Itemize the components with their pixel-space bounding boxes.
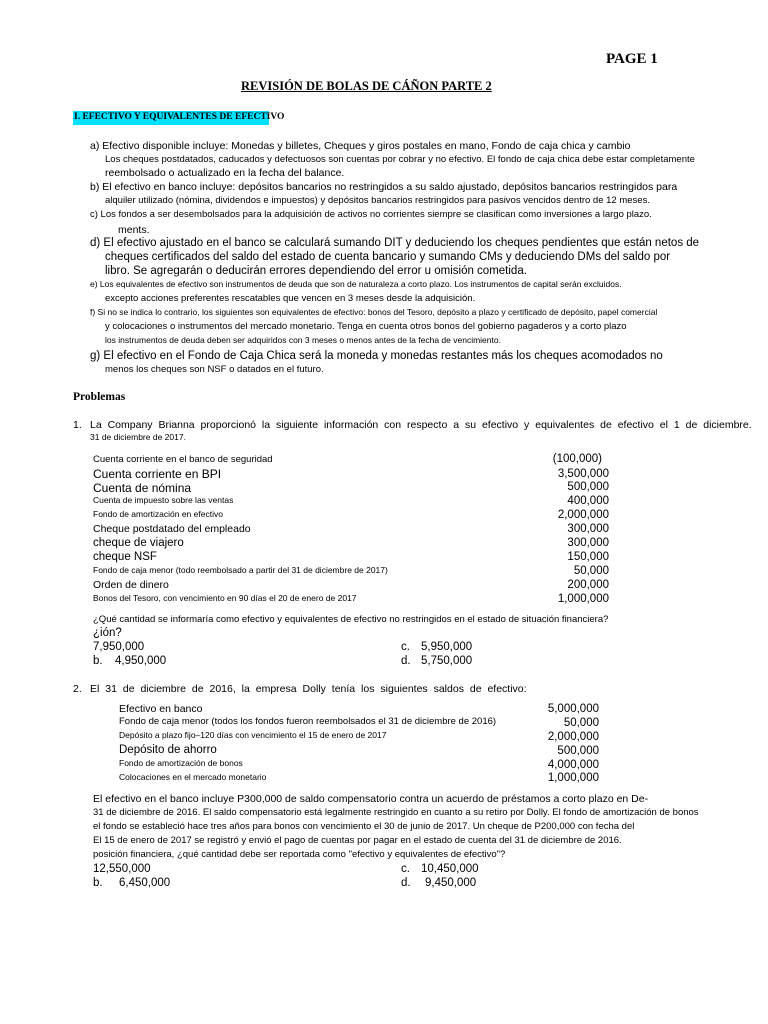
review-line: reembolsado o actualizado en la fecha del balance. [105, 167, 345, 179]
review-line: alquiler utilizado (nómina, dividendos e impuestos) y depósitos bancarios restringidos para pasivos vencidos dentro de 12 meses. [105, 195, 650, 206]
p2-item-amount: 50,000 [563, 717, 599, 729]
p2-item-label: Depósito a plazo fijo–120 días con vencimiento el 15 de enero de 2017 [119, 730, 387, 740]
p2-choice-b: 6,450,000 [119, 877, 171, 889]
p1-item-amount: 3,500,000 [557, 468, 609, 480]
p1-item-label: cheque NSF [93, 551, 157, 563]
p2-paragraph-line: 31 de diciembre de 2016. El saldo compensatorio está legalmente restringido en cuanto a su retiro por Dolly. El fondo de amortización de bonos [93, 807, 699, 818]
p2-choice-d-label: d. [401, 877, 411, 889]
review-line: ments. [118, 224, 150, 236]
p2-choice-c-label: c. [401, 863, 410, 875]
p1-item-amount: 1,000,000 [557, 593, 609, 605]
p1-item-label: Bonos del Tesoro, con vencimiento en 90 días el 20 de enero de 2017 [93, 593, 357, 603]
review-item-d: d) El efectivo ajustado en el banco se calculará sumando DIT y deduciendo los cheques pendientes que están netos de [90, 237, 700, 249]
review-item-g: g) El efectivo en el Fondo de Caja Chica será la moneda y monedas restantes más los cheques acomodados no [90, 350, 663, 362]
p1-item-amount: 50,000 [573, 565, 609, 577]
problem-2-number: 2. [73, 683, 82, 695]
p1-choice-d: 5,750,000 [421, 655, 473, 667]
problem-1-number: 1. [73, 419, 82, 431]
p1-item-label: Cheque postdatado del empleado [93, 523, 251, 535]
p1-item-amount: 400,000 [567, 495, 609, 507]
review-item-e: e) Los equivalentes de efectivo son instrumentos de deuda que son de naturaleza a corto plazo. Los instrumentos de capital serán excluidos. [90, 279, 622, 289]
p2-item-amount: 1,000,000 [547, 772, 599, 784]
p1-choice-b-label: b. [93, 655, 103, 667]
p1-item-amount: (100,000) [552, 453, 602, 465]
p2-choice-a: 12,550,000 [93, 863, 151, 875]
review-item-b: b) El efectivo en banco incluye: depósitos bancarios no restringidos a su saldo ajustado, depósitos bancarios restringidos para [90, 181, 678, 193]
p2-paragraph-line: el fondo se estableció hace tres años para bonos con vencimiento el 30 de junio de 2017. Un cheque de P200,000 con fecha del [93, 821, 635, 832]
p1-item-label: Orden de dinero [93, 579, 169, 591]
problem-1-question-tail: ¿ión? [93, 627, 122, 639]
p1-item-label: Cuenta corriente en BPI [93, 467, 222, 481]
p2-paragraph-line: El efectivo en el banco incluye P300,000 de saldo compensatorio contra un acuerdo de préstamos a corto plazo en De- [93, 793, 649, 805]
review-line: Los cheques postdatados, caducados y defectuosos son cuentas por cobrar y no efectivo. El fondo de caja chica debe estar completamente [105, 154, 695, 165]
p1-item-label: Fondo de caja menor (todo reembolsado a partir del 31 de diciembre de 2017) [93, 565, 388, 575]
p2-choice-b-label: b. [93, 877, 103, 889]
review-line: los instrumentos de deuda deben ser adquiridos con 3 meses o menos antes de la fecha de vencimiento. [105, 335, 501, 345]
page-label: PAGE 1 [606, 51, 658, 67]
p1-item-amount: 500,000 [567, 481, 609, 493]
review-line: excepto acciones preferentes rescatables que vencen en 3 meses desde la adquisición. [105, 293, 476, 304]
review-line: menos los cheques son NSF o datados en el futuro. [105, 364, 324, 375]
problem-2-intro: El 31 de diciembre de 2016, la empresa Dolly tenía los siguientes saldos de efectivo: [90, 683, 527, 695]
review-item-a: a) Efectivo disponible incluye: Monedas y billetes, Cheques y giros postales en mano, Fondo de caja chica y cambio [90, 140, 631, 152]
p1-choice-c: 5,950,000 [421, 641, 473, 653]
p1-item-label: cheque de viajero [93, 537, 184, 549]
p2-item-label: Fondo de amortización de bonos [119, 758, 243, 768]
p1-choice-a: 7,950,000 [93, 641, 145, 653]
p2-item-amount: 500,000 [557, 745, 599, 757]
review-item-f: f) Si no se indica lo contrario, los siguientes son equivalentes de efectivo: bonos del Tesoro, depósito a plazo y certificado de depósito, papel comercial [90, 307, 658, 317]
p2-item-label: Colocaciones en el mercado monetario [119, 772, 267, 782]
p2-item-label: Fondo de caja menor (todos los fondos fueron reembolsados el 31 de diciembre de 2016) [119, 716, 497, 727]
p1-item-amount: 300,000 [567, 537, 609, 549]
p2-item-amount: 2,000,000 [547, 731, 599, 743]
p2-item-label: Efectivo en banco [119, 703, 203, 715]
p2-item-amount: 4,000,000 [547, 759, 599, 771]
problem-1-question: ¿Qué cantidad se informaría como efectivo y equivalentes de efectivo no restringidos en el estado de situación financiera? [93, 614, 609, 625]
review-line: libro. Se agregarán o deducirán errores dependiendo del error u omisión cometida. [105, 265, 527, 277]
p1-item-label: Cuenta corriente en el banco de seguridad [93, 454, 273, 465]
p2-paragraph-line: posición financiera, ¿qué cantidad debe ser reportada como "efectivo y equivalentes de efectivo"? [93, 849, 506, 860]
p1-item-label: Cuenta de impuesto sobre las ventas [93, 495, 234, 505]
p1-item-amount: 200,000 [567, 579, 609, 591]
p1-choice-d-label: d. [401, 655, 411, 667]
p1-item-amount: 2,000,000 [557, 509, 609, 521]
p1-item-label: Fondo de amortización en efectivo [93, 509, 223, 519]
p2-item-amount: 5,000,000 [547, 703, 599, 715]
document-title: REVISIÓN DE BOLAS DE CÁÑON PARTE 2 [241, 79, 492, 93]
p2-item-label: Depósito de ahorro [119, 744, 217, 756]
review-item-c: c) Los fondos a ser desembolsados para la adquisición de activos no corrientes siempre se clasifican como inversiones a largo plazo. [90, 209, 652, 220]
p1-item-label: Cuenta de nómina [93, 481, 192, 495]
p2-paragraph-line: El 15 de enero de 2017 se registró y envió el pago de cuentas por pagar en el estado de cuenta del 31 de diciembre de 2016. [93, 835, 622, 846]
p1-choice-b: 4,950,000 [115, 655, 167, 667]
p1-choice-c-label: c. [401, 641, 410, 653]
p2-choice-c: 10,450,000 [421, 863, 479, 875]
review-line: y colocaciones o instrumentos del mercado monetario. Tenga en cuenta otros bonos del gobierno pagaderos y a corto plazo [105, 321, 627, 332]
problems-heading: Problemas [73, 391, 126, 403]
problem-1-intro: La Company Brianna proporcionó la siguiente información con respecto a su efectivo y equivalentes de efectivo el 1 de diciembre. [90, 419, 752, 431]
review-line: cheques certificados del saldo del estado de cuenta bancario y sumando CMs y deduciendo DMs del saldo por [105, 251, 671, 263]
p1-item-amount: 150,000 [567, 551, 609, 563]
p1-item-amount: 300,000 [567, 523, 609, 535]
problem-1-date: 31 de diciembre de 2017. [90, 432, 186, 442]
section-heading: I. EFECTIVO Y EQUIVALENTES DE EFECTIVO [74, 112, 285, 122]
p2-choice-d: 9,450,000 [425, 877, 477, 889]
